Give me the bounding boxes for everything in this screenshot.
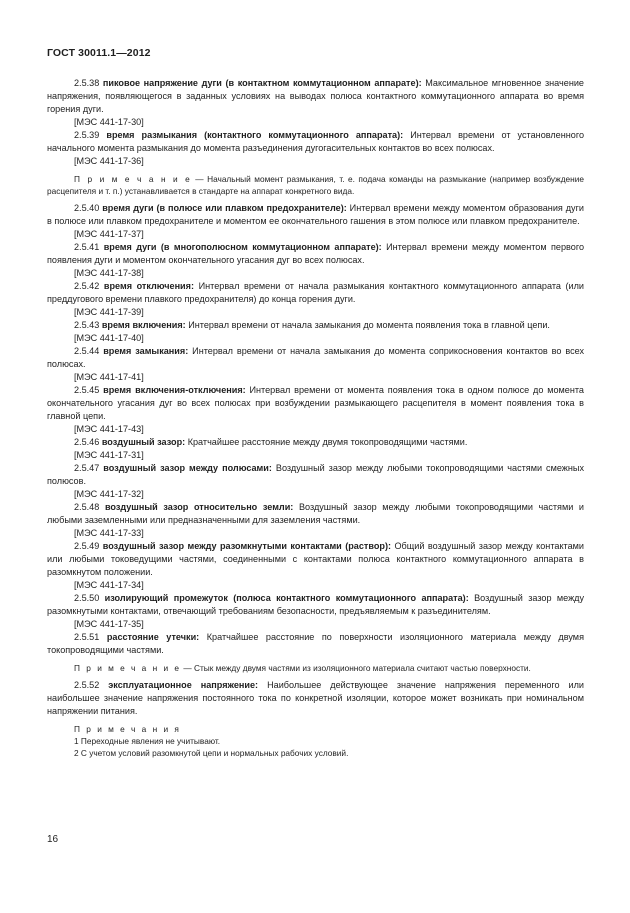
note-2 [47, 662, 584, 674]
entry-reference: [МЭС 441-17-33] [74, 528, 144, 538]
entry-term: время дуги (в полюсе или плавком предохранителе): [102, 203, 347, 213]
entry-reference: [МЭС 441-17-34] [74, 580, 144, 590]
entry-number: 2.5.48 [74, 502, 100, 512]
entry-definition: Интервал времени от установленного начального момента размыкания до момента разъединения дугогасительных контактов во всех полюсах. [47, 130, 585, 153]
entry-definition: Интервал времени между моментом первого появления дуги и моментом окончательного угасания дуг во всех полюсах. [47, 242, 584, 265]
note-label: П р и м е ч а н и е [74, 663, 182, 673]
entry-definition: Интервал времени от момента появления тока в одном полюсе до момента окончательного угасания дуг во всех полюсах при возбуждении размыкающего расцепителя в момент появления тока в главной цепи. [47, 385, 584, 421]
entry-term: воздушный зазор между полюсами: [103, 463, 272, 473]
entry-2-5-45 [47, 384, 584, 423]
entry-2-5-50 [47, 592, 584, 618]
entry-number: 2.5.51 [74, 632, 100, 642]
entry-term: расстояние утечки: [106, 632, 200, 642]
entry-term: время замыкания: [103, 346, 189, 356]
entry-number: 2.5.45 [74, 385, 100, 395]
page-number: 16 [47, 834, 59, 845]
entry-number: 2.5.50 [74, 593, 100, 603]
entry-term: время дуги (в многополюсном коммутационном аппарате): [103, 242, 382, 252]
entry-definition: Наибольшее действующее значение напряжения переменного или наибольшее значение напряжения постоянного тока по конкретной изоляции, которое может возникать при номинальном напряжении питания. [47, 680, 585, 716]
entry-definition: Кратчайшее расстояние по поверхности изоляционного материала между двумя токопроводящими частями. [47, 632, 584, 655]
entry-reference: [МЭС 441-17-36] [74, 156, 144, 166]
entry-definition: Общий воздушный зазор между контактами или любыми токоведущими частями, соединенными с контактами полюса контактного коммутационного аппарата в разомкнутом положении. [47, 541, 584, 577]
entry-term: время размыкания (контактного коммутационного аппарата): [106, 130, 404, 140]
note-text: — Начальный момент размыкания, т. е. подача команды на размыкание (например возбуждение расцепителя и т. п.) устанавливается в стандарте на аппарат конкретного вида. [47, 174, 584, 196]
entry-number: 2.5.41 [74, 242, 100, 252]
entry-definition: Интервал времени от начала замыкания до момента появления тока в главной цепи. [188, 320, 550, 330]
entry-number: 2.5.40 [74, 203, 100, 213]
entry-term: время отключения: [103, 281, 194, 291]
entry-definition: Воздушный зазор между любыми токопроводящими частями и любыми заземленными или предназначенными для заземления частями. [47, 502, 585, 525]
entry-reference: [МЭС 441-17-30] [74, 117, 144, 127]
entry-2-5-41 [47, 241, 584, 267]
document-body [47, 77, 584, 759]
entry-definition: Воздушный зазор между разомкнутыми контактами, отвечающий требованиям безопасности, предъявляемым к разъединителям. [47, 593, 585, 616]
entry-number: 2.5.43 [74, 320, 100, 330]
entry-definition: Интервал времени от начала размыкания контактного коммутационного аппарата (или преддугового времени плавкого предохранителя) до конца горения дуги. [47, 281, 585, 304]
entry-term: воздушный зазор относительно земли: [104, 502, 294, 512]
entry-2-5-52 [47, 679, 584, 718]
entry-2-5-43 [47, 319, 584, 332]
entry-2-5-38 [47, 77, 584, 116]
entry-term: время включения: [101, 320, 186, 330]
entry-2-5-39 [47, 129, 584, 155]
entry-number: 2.5.49 [74, 541, 100, 551]
entry-2-5-48 [47, 501, 584, 527]
entry-reference: [МЭС 441-17-31] [74, 450, 144, 460]
entry-number: 2.5.38 [74, 78, 100, 88]
entry-2-5-51 [47, 631, 584, 657]
entry-definition: Интервал времени между моментом образования дуги в полюсе или плавком предохранителе и моментом ее окончательного гашения в этом полюсе или плавком предохранителе. [47, 203, 584, 226]
entry-reference: [МЭС 441-17-37] [74, 229, 144, 239]
entry-definition: Максимальное мгновенное значение напряжения, появляющегося в заданных условиях на выводах полюса контактного коммутационного аппарата во время горения дуги. [47, 78, 584, 114]
entry-number: 2.5.39 [74, 130, 100, 140]
note-item: 2 С учетом условий разомкнутой цепи и нормальных рабочих условий. [74, 748, 349, 758]
entry-2-5-44 [47, 345, 584, 371]
entry-term: воздушный зазор: [101, 437, 186, 447]
entry-2-5-40 [47, 202, 584, 228]
entry-reference: [МЭС 441-17-43] [74, 424, 144, 434]
entry-number: 2.5.42 [74, 281, 100, 291]
entry-reference: [МЭС 441-17-41] [74, 372, 144, 382]
entry-reference: [МЭС 441-17-32] [74, 489, 144, 499]
entry-term: изолирующий промежуток (полюса контактного коммутационного аппарата): [104, 593, 469, 603]
entry-2-5-42 [47, 280, 584, 306]
entry-2-5-47 [47, 462, 584, 488]
entry-reference: [МЭС 441-17-38] [74, 268, 144, 278]
entry-definition: Воздушный зазор между любыми токопроводящими частями смежных полюсов. [47, 463, 584, 486]
note-1 [47, 173, 584, 197]
note-item: 1 Переходные явления не учитывают. [74, 736, 221, 746]
entry-term: эксплуатационное напряжение: [108, 680, 259, 690]
entry-definition: Интервал времени от начала замыкания до момента соприкосновения контактов во всех полюсах. [47, 346, 585, 369]
entry-term: время включения-отключения: [103, 385, 246, 395]
entry-number: 2.5.52 [74, 680, 100, 690]
entry-reference: [МЭС 441-17-40] [74, 333, 144, 343]
notes-label: П р и м е ч а н и я [74, 724, 181, 734]
entry-2-5-46 [47, 436, 584, 449]
entry-number: 2.5.46 [74, 437, 100, 447]
entry-number: 2.5.47 [74, 463, 100, 473]
entry-definition: Кратчайшее расстояние между двумя токопроводящими частями. [187, 437, 468, 447]
entry-term: воздушный зазор между разомкнутыми контактами (раствор): [102, 541, 392, 551]
entry-number: 2.5.44 [74, 346, 100, 356]
document-header: ГОСТ 30011.1—2012 [47, 47, 151, 59]
note-text: — Стык между двумя частями из изоляционного материала считают частью поверхности. [183, 663, 531, 673]
note-label: П р и м е ч а н и е [74, 174, 192, 184]
entry-reference: [МЭС 441-17-35] [74, 619, 144, 629]
entry-2-5-49 [47, 540, 584, 579]
entry-term: пиковое напряжение дуги (в контактном коммутационном аппарате): [102, 78, 422, 88]
entry-reference: [МЭС 441-17-39] [74, 307, 144, 317]
